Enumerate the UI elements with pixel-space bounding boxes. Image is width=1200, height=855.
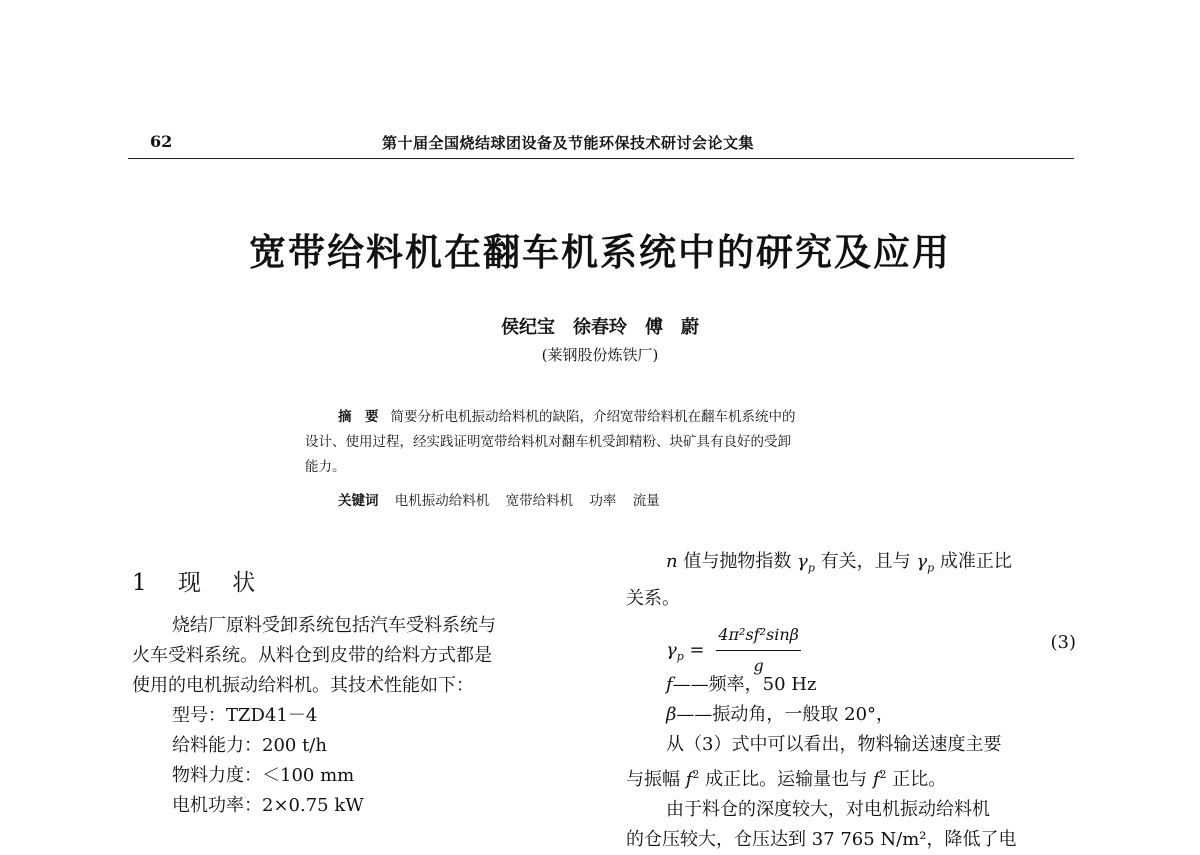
text-run: 正比。 xyxy=(886,768,947,790)
body-line: 由于料仓的深度较大，对电机振动给料机 xyxy=(666,798,990,820)
abstract-line: 设计、使用过程，经实践证明宽带给料机对翻车机受卸精粉、块矿具有良好的受卸 xyxy=(305,434,791,450)
equation-number: (3) xyxy=(1050,631,1076,653)
right-column xyxy=(626,547,1076,855)
text-run: 成正比。运输量也与 xyxy=(699,768,873,790)
running-header: 第十届全国烧结球团设备及节能环保技术研讨会论文集 xyxy=(382,134,755,152)
text-run: 有关，且与 xyxy=(814,551,917,572)
text-run: 与振幅 xyxy=(626,768,686,790)
definition-text: ——振动角，一般取 20°， xyxy=(676,703,895,725)
formula-subscript: p xyxy=(676,649,684,663)
formula-fraction xyxy=(716,620,801,681)
keywords-label: 关键词 xyxy=(338,493,379,509)
body-line: 使用的电机振动给料机。其技术性能如下： xyxy=(132,675,474,696)
keywords xyxy=(338,489,672,509)
body-line: 火车受料系统。从料仓到皮带的给料方式都是 xyxy=(132,645,492,666)
equation xyxy=(626,614,1076,675)
body-line xyxy=(626,547,1076,584)
keyword: 宽带给料机 xyxy=(505,493,574,509)
keyword: 功率 xyxy=(589,493,617,509)
body-line: 从（3）式中可以看出，物料输送速度主要 xyxy=(666,733,1002,755)
body-line: 与振幅 $f^2$ 成正比。运输量也与 $f^2$ 正比。 xyxy=(626,767,947,790)
formula-lhs: γ xyxy=(666,639,677,661)
spec-item: 给料能力：200 t/h xyxy=(172,735,327,756)
symbol-gamma: γ xyxy=(916,551,928,572)
symbol-f: f xyxy=(685,768,693,790)
text-run: 成准正比 xyxy=(934,551,1012,572)
spec-item: 型号：TZD41－4 xyxy=(172,705,318,726)
abstract-text: 简要分析电机振动给料机的缺陷，介绍宽带给料机在翻车机系统中的 xyxy=(390,409,796,425)
text-run: 值与抛物指数 xyxy=(677,551,798,572)
abstract-line xyxy=(305,405,900,430)
symbol-subscript: p xyxy=(807,561,815,575)
abstract-line: 能力。 xyxy=(305,459,346,475)
body-line: 烧结厂原料受卸系统包括汽车受料系统与 xyxy=(172,615,496,636)
symbol-n: n xyxy=(666,551,678,572)
paper-authors: 侯纪宝 徐春玲 傅 蔚 xyxy=(501,317,699,338)
spec-item: 物料力度：＜100 mm xyxy=(172,765,355,786)
body-line: 的仓压较大，仓压达到 37 765 N/m²，降低了电 xyxy=(626,828,1017,850)
symbol-gamma: γ xyxy=(797,551,808,572)
symbol-subscript: p xyxy=(927,561,935,575)
paper-title: 宽带给料机在翻车机系统中的研究及应用 xyxy=(249,231,951,274)
formula: $\gamma_p$ = $\frac{\text{4π²sf²sinβ}}{g}$ xyxy=(666,620,801,681)
left-column xyxy=(132,611,587,821)
symbol-beta: β xyxy=(666,703,677,725)
body-line: 关系。 xyxy=(626,587,680,609)
definition-line xyxy=(626,700,1076,730)
formula-denominator: g xyxy=(753,655,764,675)
formula-numerator: 4π²sf²sinβ xyxy=(716,620,801,651)
definition-text: ——频率，50 Hz xyxy=(672,673,817,695)
paper-affiliation: (莱钢股份炼铁厂) xyxy=(541,346,659,364)
spec-item: 电机功率：2×0.75 kW xyxy=(172,795,364,816)
symbol-f: f xyxy=(872,768,880,790)
page-number: 62 xyxy=(150,132,173,151)
header-rule xyxy=(128,158,1074,159)
symbol-f: f xyxy=(666,673,673,695)
keyword: 流量 xyxy=(632,493,660,509)
abstract xyxy=(305,405,900,480)
section-heading: 1 现 状 xyxy=(132,570,268,596)
keyword: 电机振动给料机 xyxy=(394,493,490,509)
abstract-label: 摘 要 xyxy=(338,409,379,425)
